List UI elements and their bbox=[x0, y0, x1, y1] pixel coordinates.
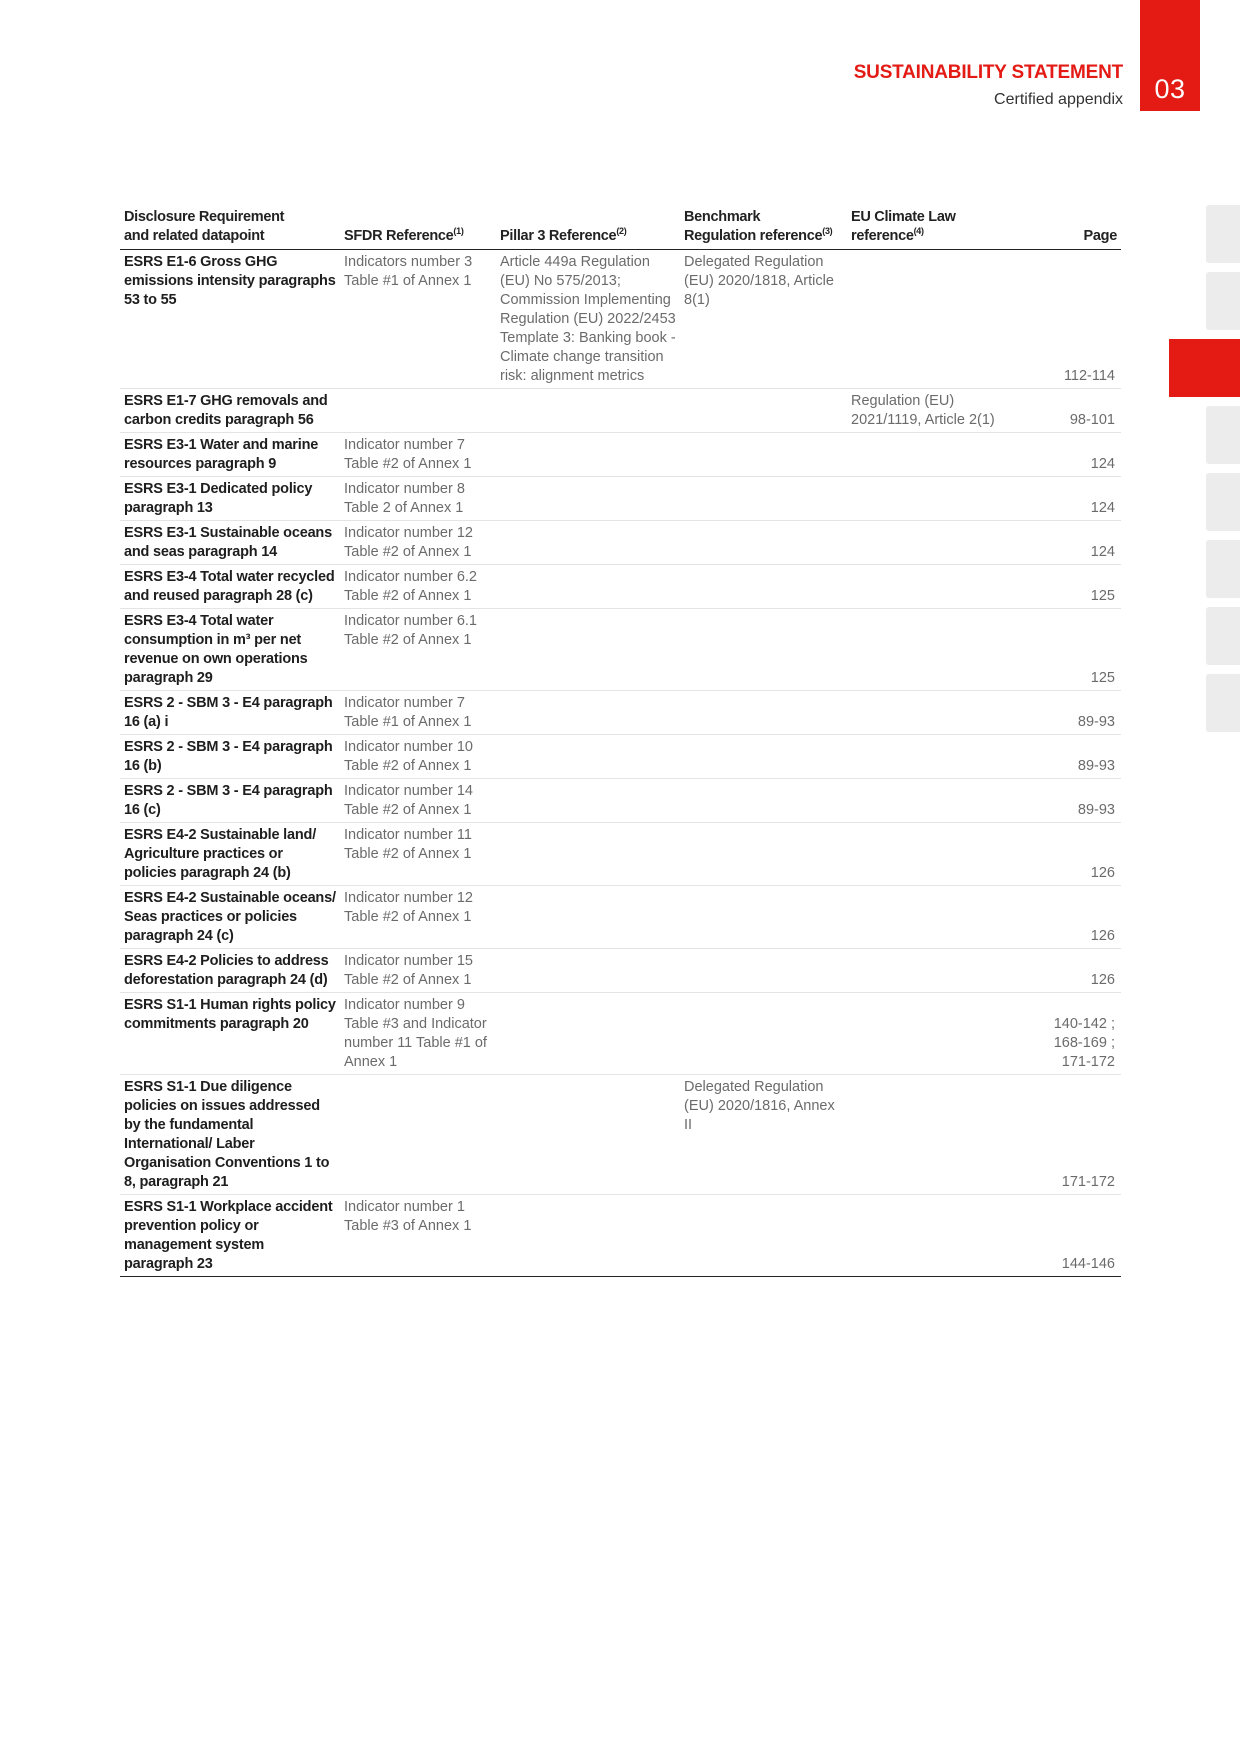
chapter-side-tabs bbox=[1206, 205, 1240, 741]
sfdr-reference-cell: Indicator number 7 Table #1 of Annex 1 bbox=[340, 691, 496, 735]
pillar3-reference-cell: Article 449a Regulation (EU) No 575/2013; Commission Implementing Regulation (EU) 2022/2453 Template 3: Banking book - Climate change transition risk: alignment metrics bbox=[496, 250, 680, 389]
pillar3-reference-cell bbox=[496, 949, 680, 993]
page-reference-cell: 89-93 bbox=[1007, 735, 1121, 779]
footnote-marker: (1) bbox=[453, 226, 464, 237]
disclosure-requirement-cell: ESRS E3-1 Water and marine resources paragraph 9 bbox=[120, 433, 340, 477]
page-reference-cell: 98-101 bbox=[1007, 389, 1121, 433]
benchmark-reference-cell bbox=[680, 477, 847, 521]
column-header-label: Benchmark bbox=[684, 209, 761, 225]
climate-law-reference-cell bbox=[847, 1075, 1007, 1195]
disclosure-requirement-cell: ESRS E3-1 Sustainable oceans and seas paragraph 14 bbox=[120, 521, 340, 565]
column-header bbox=[340, 206, 496, 250]
climate-law-reference-cell bbox=[847, 691, 1007, 735]
benchmark-reference-cell bbox=[680, 886, 847, 949]
pillar3-reference-cell bbox=[496, 521, 680, 565]
table-header-row bbox=[120, 206, 1121, 250]
sfdr-reference-cell: Indicators number 3 Table #1 of Annex 1 bbox=[340, 250, 496, 389]
sfdr-reference-cell: Indicator number 14 Table #2 of Annex 1 bbox=[340, 779, 496, 823]
column-header-label: EU Climate Law bbox=[851, 209, 956, 225]
benchmark-reference-cell bbox=[680, 565, 847, 609]
section-subtitle: Certified appendix bbox=[994, 91, 1123, 108]
chapter-tab-2[interactable] bbox=[1206, 272, 1240, 330]
benchmark-reference-cell bbox=[680, 691, 847, 735]
sfdr-reference-cell: Indicator number 6.2 Table #2 of Annex 1 bbox=[340, 565, 496, 609]
table-row bbox=[120, 779, 1121, 823]
pillar3-reference-cell bbox=[496, 823, 680, 886]
chapter-tab-6[interactable] bbox=[1206, 540, 1240, 598]
benchmark-reference-cell bbox=[680, 949, 847, 993]
chapter-number: 03 bbox=[1154, 74, 1186, 104]
benchmark-reference-cell: Delegated Regulation (EU) 2020/1816, Annex II bbox=[680, 1075, 847, 1195]
sfdr-reference-cell: Indicator number 11 Table #2 of Annex 1 bbox=[340, 823, 496, 886]
column-header-label: SFDR Reference bbox=[344, 228, 454, 244]
pillar3-reference-cell bbox=[496, 886, 680, 949]
table-row bbox=[120, 886, 1121, 949]
table-row bbox=[120, 609, 1121, 691]
sfdr-reference-cell bbox=[340, 1075, 496, 1195]
climate-law-reference-cell bbox=[847, 735, 1007, 779]
column-header bbox=[120, 206, 340, 250]
sfdr-reference-cell: Indicator number 12 Table #2 of Annex 1 bbox=[340, 521, 496, 565]
pillar3-reference-cell bbox=[496, 735, 680, 779]
page-reference-cell: 125 bbox=[1007, 565, 1121, 609]
table-row bbox=[120, 691, 1121, 735]
benchmark-reference-cell bbox=[680, 823, 847, 886]
climate-law-reference-cell bbox=[847, 433, 1007, 477]
page-reference-cell: 126 bbox=[1007, 886, 1121, 949]
disclosure-requirement-cell: ESRS 2 - SBM 3 - E4 paragraph 16 (b) bbox=[120, 735, 340, 779]
table-row bbox=[120, 565, 1121, 609]
page-reference-cell: 124 bbox=[1007, 433, 1121, 477]
benchmark-reference-cell bbox=[680, 609, 847, 691]
climate-law-reference-cell bbox=[847, 565, 1007, 609]
pillar3-reference-cell bbox=[496, 389, 680, 433]
page-reference-cell: 124 bbox=[1007, 477, 1121, 521]
disclosure-requirement-cell: ESRS E4-2 Sustainable land/ Agriculture practices or policies paragraph 24 (b) bbox=[120, 823, 340, 886]
table-row bbox=[120, 1195, 1121, 1277]
benchmark-reference-cell bbox=[680, 433, 847, 477]
disclosure-requirement-cell: ESRS E1-7 GHG removals and carbon credits paragraph 56 bbox=[120, 389, 340, 433]
disclosure-requirement-cell: ESRS S1-1 Due diligence policies on issues addressed by the fundamental International/ Laber Organisation Conventions 1 to 8, paragraph 21 bbox=[120, 1075, 340, 1195]
climate-law-reference-cell: Regulation (EU) 2021/1119, Article 2(1) bbox=[847, 389, 1007, 433]
sfdr-reference-cell: Indicator number 8 Table 2 of Annex 1 bbox=[340, 477, 496, 521]
page-reference-cell: 112-114 bbox=[1007, 250, 1121, 389]
disclosure-requirement-cell: ESRS E1-6 Gross GHG emissions intensity paragraphs 53 to 55 bbox=[120, 250, 340, 389]
climate-law-reference-cell bbox=[847, 779, 1007, 823]
table-row bbox=[120, 993, 1121, 1075]
disclosure-requirement-cell: ESRS E3-1 Dedicated policy paragraph 13 bbox=[120, 477, 340, 521]
table-row bbox=[120, 521, 1121, 565]
chapter-tab-4[interactable] bbox=[1206, 406, 1240, 464]
pillar3-reference-cell bbox=[496, 433, 680, 477]
table-body bbox=[120, 250, 1121, 1277]
disclosure-requirement-cell: ESRS E4-2 Sustainable oceans/ Seas practices or policies paragraph 24 (c) bbox=[120, 886, 340, 949]
climate-law-reference-cell bbox=[847, 1195, 1007, 1277]
disclosure-table bbox=[120, 206, 1121, 1277]
pillar3-reference-cell bbox=[496, 993, 680, 1075]
column-header bbox=[680, 206, 847, 250]
table-row bbox=[120, 1075, 1121, 1195]
sfdr-reference-cell: Indicator number 9 Table #3 and Indicator number 11 Table #1 of Annex 1 bbox=[340, 993, 496, 1075]
benchmark-reference-cell: Delegated Regulation (EU) 2020/1818, Article 8(1) bbox=[680, 250, 847, 389]
page-reference-cell: 126 bbox=[1007, 823, 1121, 886]
sfdr-reference-cell: Indicator number 12 Table #2 of Annex 1 bbox=[340, 886, 496, 949]
table-row bbox=[120, 250, 1121, 389]
sfdr-reference-cell: Indicator number 7 Table #2 of Annex 1 bbox=[340, 433, 496, 477]
chapter-tab-5[interactable] bbox=[1206, 473, 1240, 531]
page-reference-cell: 140-142 ; 168-169 ; 171-172 bbox=[1007, 993, 1121, 1075]
table-row bbox=[120, 735, 1121, 779]
disclosure-requirement-cell: ESRS S1-1 Workplace accident prevention policy or management system paragraph 23 bbox=[120, 1195, 340, 1277]
footnote-marker: (4) bbox=[913, 226, 924, 237]
benchmark-reference-cell bbox=[680, 993, 847, 1075]
sfdr-reference-cell: Indicator number 10 Table #2 of Annex 1 bbox=[340, 735, 496, 779]
disclosure-requirement-cell: ESRS E3-4 Total water consumption in m³ per net revenue on own operations paragraph 29 bbox=[120, 609, 340, 691]
footnote-marker: (3) bbox=[822, 226, 833, 237]
climate-law-reference-cell bbox=[847, 250, 1007, 389]
section-title: SUSTAINABILITY STATEMENT bbox=[853, 62, 1123, 83]
disclosure-requirement-cell: ESRS 2 - SBM 3 - E4 paragraph 16 (a) i bbox=[120, 691, 340, 735]
page-reference-cell: 89-93 bbox=[1007, 779, 1121, 823]
pillar3-reference-cell bbox=[496, 609, 680, 691]
pillar3-reference-cell bbox=[496, 1075, 680, 1195]
chapter-tab-3-active[interactable] bbox=[1169, 339, 1240, 397]
chapter-tab-1[interactable] bbox=[1206, 205, 1240, 263]
sfdr-reference-cell: Indicator number 6.1 Table #2 of Annex 1 bbox=[340, 609, 496, 691]
disclosure-requirement-cell: ESRS S1-1 Human rights policy commitments paragraph 20 bbox=[120, 993, 340, 1075]
climate-law-reference-cell bbox=[847, 521, 1007, 565]
column-header-label: Pillar 3 Reference bbox=[500, 228, 617, 244]
climate-law-reference-cell bbox=[847, 823, 1007, 886]
climate-law-reference-cell bbox=[847, 886, 1007, 949]
pillar3-reference-cell bbox=[496, 565, 680, 609]
benchmark-reference-cell bbox=[680, 735, 847, 779]
sfdr-reference-cell: Indicator number 1 Table #3 of Annex 1 bbox=[340, 1195, 496, 1277]
column-header-label: Regulation reference bbox=[684, 228, 823, 244]
column-header-label: reference bbox=[851, 228, 914, 244]
page-reference-cell: 125 bbox=[1007, 609, 1121, 691]
page-reference-cell: 124 bbox=[1007, 521, 1121, 565]
pillar3-reference-cell bbox=[496, 691, 680, 735]
chapter-number-badge bbox=[1140, 0, 1200, 111]
footnote-marker: (2) bbox=[616, 226, 627, 237]
page-reference-cell: 144-146 bbox=[1007, 1195, 1121, 1277]
benchmark-reference-cell bbox=[680, 521, 847, 565]
pillar3-reference-cell bbox=[496, 1195, 680, 1277]
climate-law-reference-cell bbox=[847, 993, 1007, 1075]
table-row bbox=[120, 389, 1121, 433]
pillar3-reference-cell bbox=[496, 779, 680, 823]
pillar3-reference-cell bbox=[496, 477, 680, 521]
column-header bbox=[496, 206, 680, 250]
chapter-tab-8[interactable] bbox=[1206, 674, 1240, 732]
table-row bbox=[120, 477, 1121, 521]
table-row bbox=[120, 433, 1121, 477]
page-reference-cell: 171-172 bbox=[1007, 1075, 1121, 1195]
sfdr-reference-cell bbox=[340, 389, 496, 433]
column-header-label: Page bbox=[1083, 228, 1117, 244]
disclosure-requirement-cell: ESRS E4-2 Policies to address deforestation paragraph 24 (d) bbox=[120, 949, 340, 993]
sfdr-reference-cell: Indicator number 15 Table #2 of Annex 1 bbox=[340, 949, 496, 993]
column-header-label: Disclosure Requirement bbox=[124, 209, 285, 225]
climate-law-reference-cell bbox=[847, 609, 1007, 691]
benchmark-reference-cell bbox=[680, 779, 847, 823]
column-header bbox=[847, 206, 1007, 250]
climate-law-reference-cell bbox=[847, 949, 1007, 993]
benchmark-reference-cell bbox=[680, 1195, 847, 1277]
chapter-tab-7[interactable] bbox=[1206, 607, 1240, 665]
benchmark-reference-cell bbox=[680, 389, 847, 433]
column-header bbox=[1007, 206, 1121, 250]
climate-law-reference-cell bbox=[847, 477, 1007, 521]
disclosure-requirement-cell: ESRS 2 - SBM 3 - E4 paragraph 16 (c) bbox=[120, 779, 340, 823]
table-row bbox=[120, 823, 1121, 886]
page-reference-cell: 126 bbox=[1007, 949, 1121, 993]
disclosure-requirement-cell: ESRS E3-4 Total water recycled and reused paragraph 28 (c) bbox=[120, 565, 340, 609]
column-header-label: and related datapoint bbox=[124, 228, 265, 244]
table-row bbox=[120, 949, 1121, 993]
page-reference-cell: 89-93 bbox=[1007, 691, 1121, 735]
